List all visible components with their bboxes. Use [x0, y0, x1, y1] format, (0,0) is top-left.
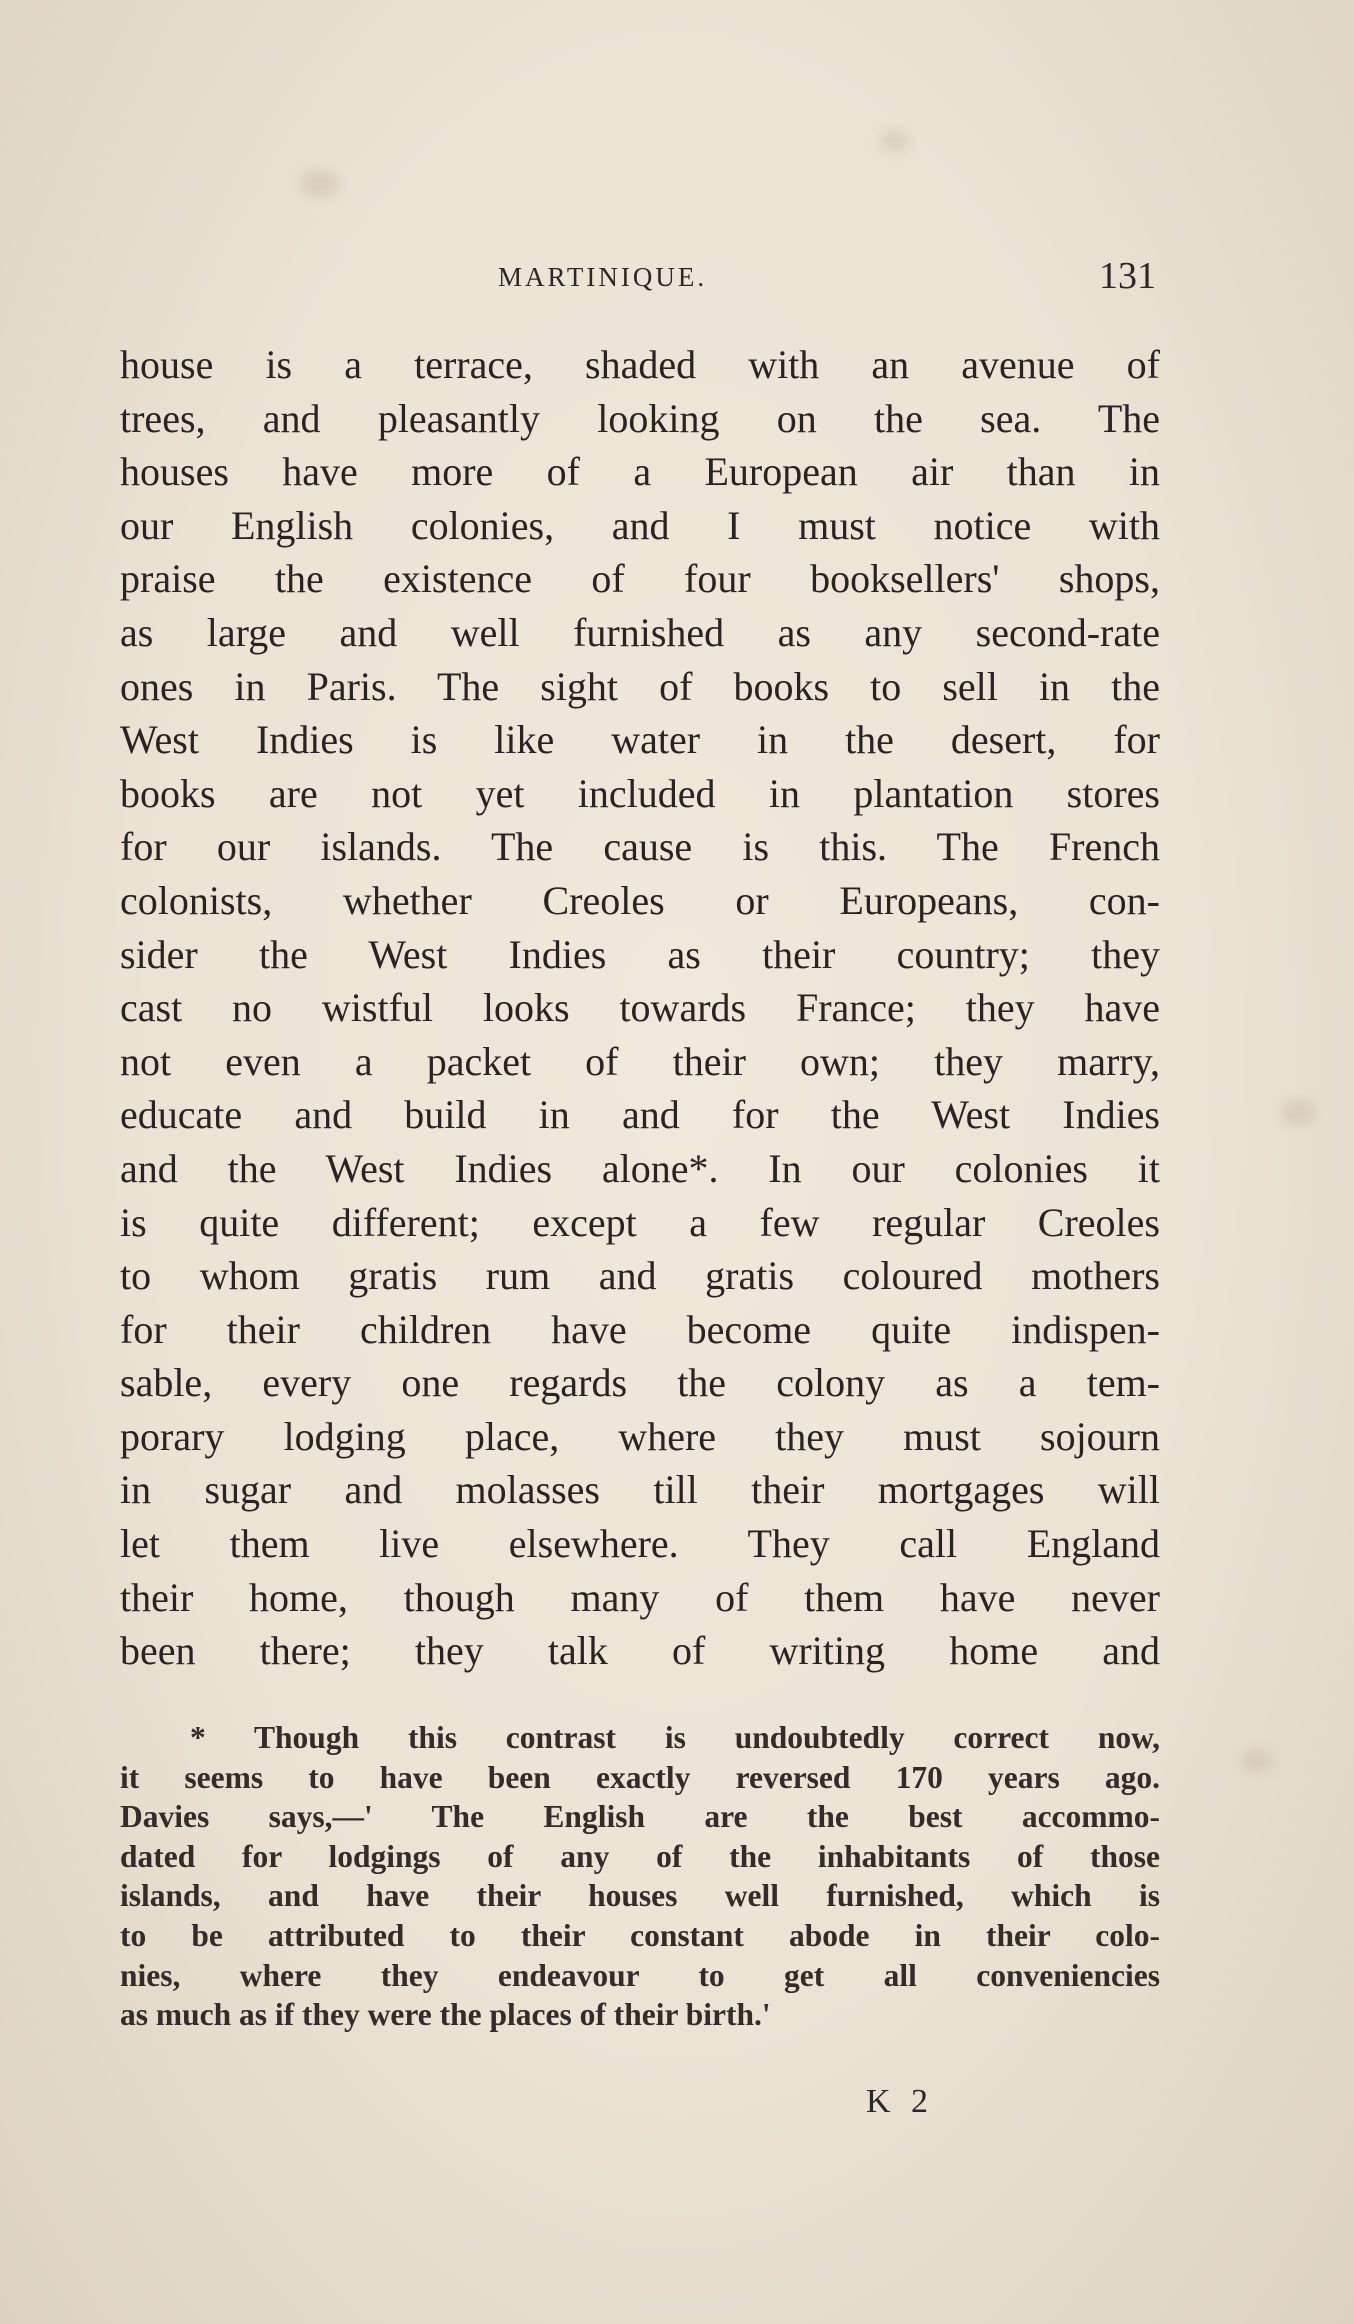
text-line: is quite different; except a few regular Creoles: [120, 1199, 1160, 1245]
text-line: for our islands. The cause is this. The French: [120, 824, 1160, 870]
text-line: house is a terrace, shaded with an avenue of: [120, 342, 1160, 387]
footnote-line: it seems to have been exactly reversed 170 years ago.: [120, 1759, 1160, 1795]
text-line: sable, every one regards the colony as a tem-: [120, 1360, 1160, 1406]
paper-stain: [1240, 1750, 1274, 1772]
text-line: in sugar and molasses till their mortgages will: [120, 1467, 1160, 1513]
text-line: books are not yet included in plantation stores: [120, 770, 1160, 816]
footnote-line: islands, and have their houses well furnished, which is: [120, 1878, 1160, 1914]
text-line: to whom gratis rum and gratis coloured mothers: [120, 1253, 1160, 1299]
text-line: cast no wistful looks towards France; they have: [120, 985, 1160, 1031]
page-number: 131: [1099, 255, 1156, 297]
footnote-line: to be attributed to their constant abode in their colo-: [120, 1917, 1160, 1953]
text-line: been there; they talk of writing home and: [120, 1628, 1160, 1674]
footnote-line: nies, where they endeavour to get all conveniencies: [120, 1957, 1160, 1993]
text-line: their home, though many of them have never: [120, 1574, 1160, 1620]
text-line: West Indies is like water in the desert, for: [120, 717, 1160, 763]
text-line: ones in Paris. The sight of books to sell in the: [120, 663, 1160, 709]
footnote-line: * Though this contrast is undoubtedly correct now,: [190, 1720, 1160, 1755]
signature-mark: K 2: [866, 2083, 935, 2120]
text-line: let them live elsewhere. They call England: [120, 1521, 1160, 1567]
text-line: and the West Indies alone*. In our colonies it: [120, 1145, 1160, 1191]
paper-stain: [880, 130, 910, 152]
text-line: as large and well furnished as any second-rate: [120, 609, 1160, 655]
text-line: porary lodging place, where they must sojourn: [120, 1413, 1160, 1459]
running-head: MARTINIQUE.: [498, 262, 708, 292]
page-header: [120, 254, 1160, 314]
text-line: praise the existence of four booksellers' shops,: [120, 556, 1160, 602]
text-line: colonists, whether Creoles or Europeans, con-: [120, 877, 1160, 923]
text-line: houses have more of a European air than in: [120, 449, 1160, 495]
text-line: sider the West Indies as their country; they: [120, 931, 1160, 977]
footnote: [120, 1718, 1160, 2035]
text-line: trees, and pleasantly looking on the sea. The: [120, 395, 1160, 441]
text-line: not even a packet of their own; they marry,: [120, 1038, 1160, 1084]
footnote-line: dated for lodgings of any of the inhabitants of those: [120, 1838, 1160, 1874]
paper-stain: [1280, 1100, 1316, 1126]
text-line: for their children have become quite indispen-: [120, 1306, 1160, 1352]
text-line: educate and build in and for the West Indies: [120, 1092, 1160, 1138]
footnote-line: Davies says,—' The English are the best accommo-: [120, 1799, 1160, 1835]
body-text: [120, 338, 1160, 1678]
text-line: our English colonies, and I must notice with: [120, 502, 1160, 548]
footnote-line: as much as if they were the places of their birth.': [120, 1997, 771, 2033]
paper-stain: [300, 170, 340, 198]
